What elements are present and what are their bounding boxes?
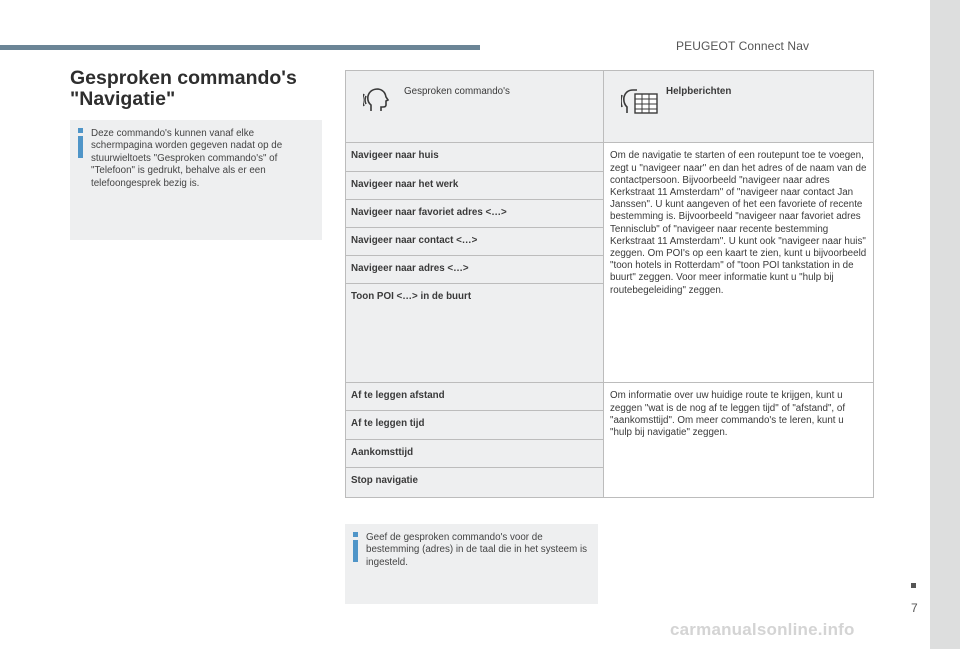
command-cell: Toon POI <…> in de buurt xyxy=(346,283,604,382)
header-rule xyxy=(0,45,480,50)
col1-header xyxy=(346,71,604,143)
info-icon xyxy=(78,128,83,158)
voice-command-icon xyxy=(363,85,393,115)
page-number: 7 xyxy=(911,601,918,615)
info-text-bottom: Geef de gesproken commando's voor de bestemming (adres) in de taal die in het systeem is ingesteld. xyxy=(366,532,588,568)
info-icon xyxy=(353,532,358,562)
table-header-row xyxy=(346,71,874,143)
section-title-line1: Gesproken commando's xyxy=(70,67,297,89)
info-text-top: Deze commando's kunnen vanaf elke schermpagina worden gegeven nadat op de stuurwieltoets "Gesproken commando's" of "Telefoon" is gedrukt, behalve als er een telefoongesprek bezig is. xyxy=(91,128,283,189)
command-cell: Navigeer naar huis xyxy=(346,143,604,171)
continue-mark xyxy=(911,583,916,588)
col1-header-label: Gesproken commando's xyxy=(404,86,510,97)
voice-help-icon xyxy=(621,85,661,117)
command-cell: Navigeer naar het werk xyxy=(346,171,604,199)
page-edge-bar xyxy=(930,0,960,649)
command-cell: Af te leggen afstand xyxy=(346,383,604,411)
watermark: carmanualsonline.info xyxy=(670,620,855,639)
command-cell: Navigeer naar adres <…> xyxy=(346,255,604,283)
col2-header xyxy=(604,71,874,143)
command-cell: Navigeer naar contact <…> xyxy=(346,227,604,255)
command-cell: Stop navigatie xyxy=(346,467,604,497)
table-row xyxy=(346,143,874,171)
help-cell-navigation: Om de navigatie te starten of een routepunt toe te voegen, zegt u "navigeer naar" en dan het adres of de naam van de contactpersoon. Bijvoorbeeld "navigeer naar adres Kerkstraat 11 Amsterdam" of "navigeer naar contact Jan Janssen". U kunt aangeven of het een favoriete of recente bestemming is. Bijvoorbeeld "navigeer naar favoriet adres Tennisclub" of "navigeer naar recente bestemming Kerkstraat 11 Amsterdam". U kunt ook "navigeer naar huis" zeggen. Om POI's op een kaart te zien, kunt u bijvoorbeeld "toon hotels in Rotterdam" of "toon POI tankstation in de buurt" zeggen. Voor meer informatie kunt u "hulp bij routebegeleiding" zeggen. xyxy=(604,143,874,383)
help-cell-route-info: Om informatie over uw huidige route te krijgen, kunt u zeggen "wat is de nog af te leggen tijd" of "afstand", of "aankomsttijd". Om meer commando's te leren, kunt u "hulp bij navigatie" zeggen. xyxy=(604,383,874,498)
voice-commands-table xyxy=(345,70,874,498)
section-title xyxy=(70,68,297,110)
col2-header-label: Helpberichten xyxy=(666,86,732,97)
info-box-bottom xyxy=(345,524,598,604)
section-title-line2: "Navigatie" xyxy=(70,88,176,110)
command-cell: Aankomsttijd xyxy=(346,439,604,467)
command-cell: Navigeer naar favoriet adres <…> xyxy=(346,199,604,227)
table-row xyxy=(346,383,874,411)
header-title: PEUGEOT Connect Nav xyxy=(676,39,810,53)
command-cell: Af te leggen tijd xyxy=(346,411,604,439)
info-box-top xyxy=(70,120,322,240)
